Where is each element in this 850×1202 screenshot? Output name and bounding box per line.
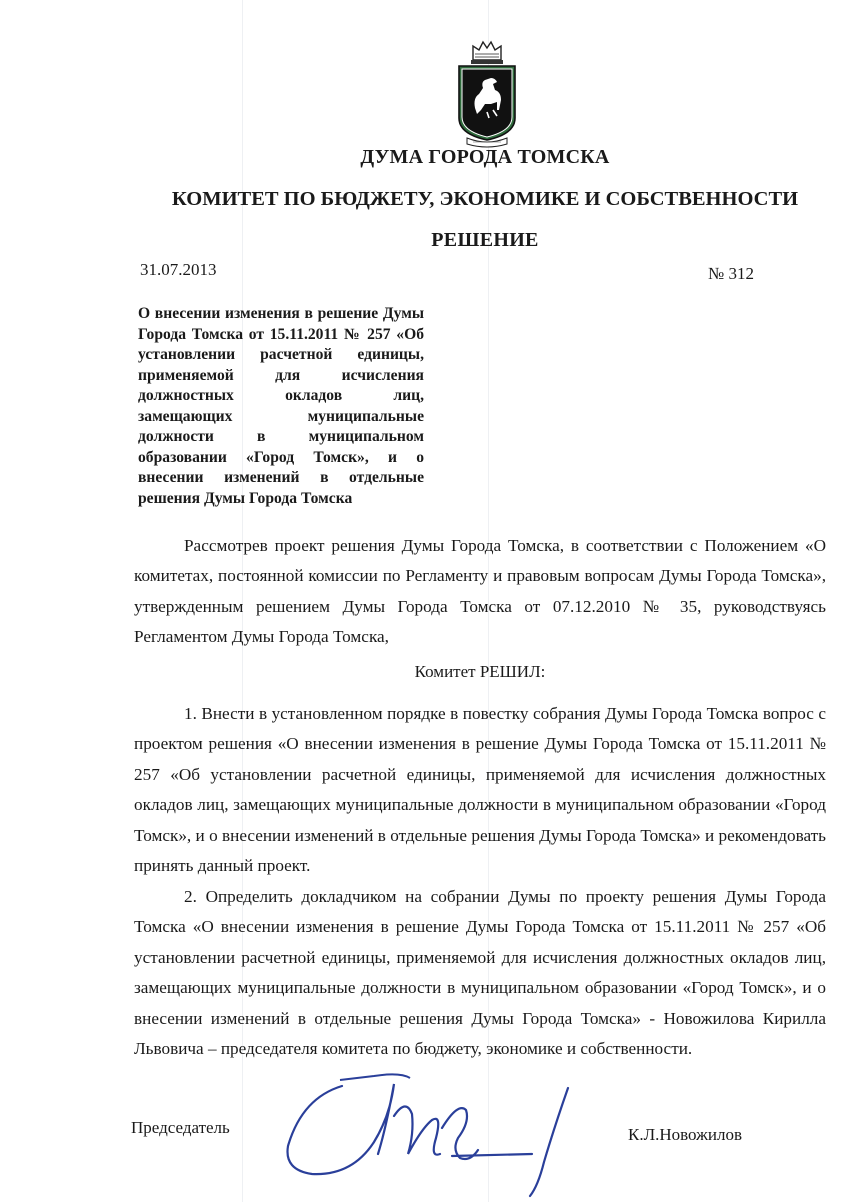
decision-item-2: 2. Определить докладчиком на собрании Думы по проекту решения Думы Города Томска «О внесении изменения в решение Думы Города Томска от 15.11.2011 № 257 «Об установлении расчетной единицы, применяемой для исчисления должностных окладов лиц, замещающих муниципальные должности в муниципальном образовании «Город Томск», и о внесении изменений в отдельные решения Думы Города Томска» - Новожилова Кирилла Львовича – председателя комитета по бюджету, экономике и собственности.	[134, 887, 826, 1059]
decision-date: 31.07.2013	[140, 260, 217, 279]
signatory-position: Председатель	[131, 1118, 230, 1137]
document-type: РЕШЕНИЕ	[431, 229, 539, 251]
signatory-name: К.Л.Новожилов	[628, 1125, 742, 1144]
decision-item-1: 1. Внести в установленном порядке в повестку собрания Думы Города Томска вопрос с проектом решения «О внесении изменения в решение Думы Города Томска от 15.11.2011 № 257 «Об установлении расчетной единицы, применяемой для исчисления должностных окладов лиц, замещающих муниципальные должности в муниципальном образовании «Город Томск», и о внесении изменений в отдельные решения Думы Города Томска» и рекомендовать принять данный проект.	[134, 704, 826, 876]
decision-subject: О внесении изменения в решение Думы Города Томска от 15.11.2011 № 257 «Об установлении расчетной единицы, применяемой для исчисления должностных окладов лиц, замещающих муниципальные должности в муниципальном образовании «Город Томск», и о внесении изменений в отдельные решения Думы Города Томска	[138, 305, 424, 507]
coat-of-arms-icon	[453, 38, 521, 150]
decided-heading: Комитет РЕШИЛ:	[414, 662, 546, 681]
signature-icon	[282, 1058, 582, 1198]
intro-paragraph: Рассмотрев проект решения Думы Города Томска, в соответствии с Положением «О комитетах, постоянной комиссии по Регламенту и правовым вопросам Думы Города Томска», утвержденным решением Думы Города Томска от 07.12.2010 № 35, руководствуясь Регламентом Думы Города Томска,	[134, 536, 826, 647]
decision-number: № 312	[708, 264, 754, 283]
committee-title: КОМИТЕТ ПО БЮДЖЕТУ, ЭКОНОМИКЕ И СОБСТВЕННОСТИ	[171, 188, 799, 210]
duma-title: ДУМА ГОРОДА ТОМСКА	[360, 146, 610, 168]
